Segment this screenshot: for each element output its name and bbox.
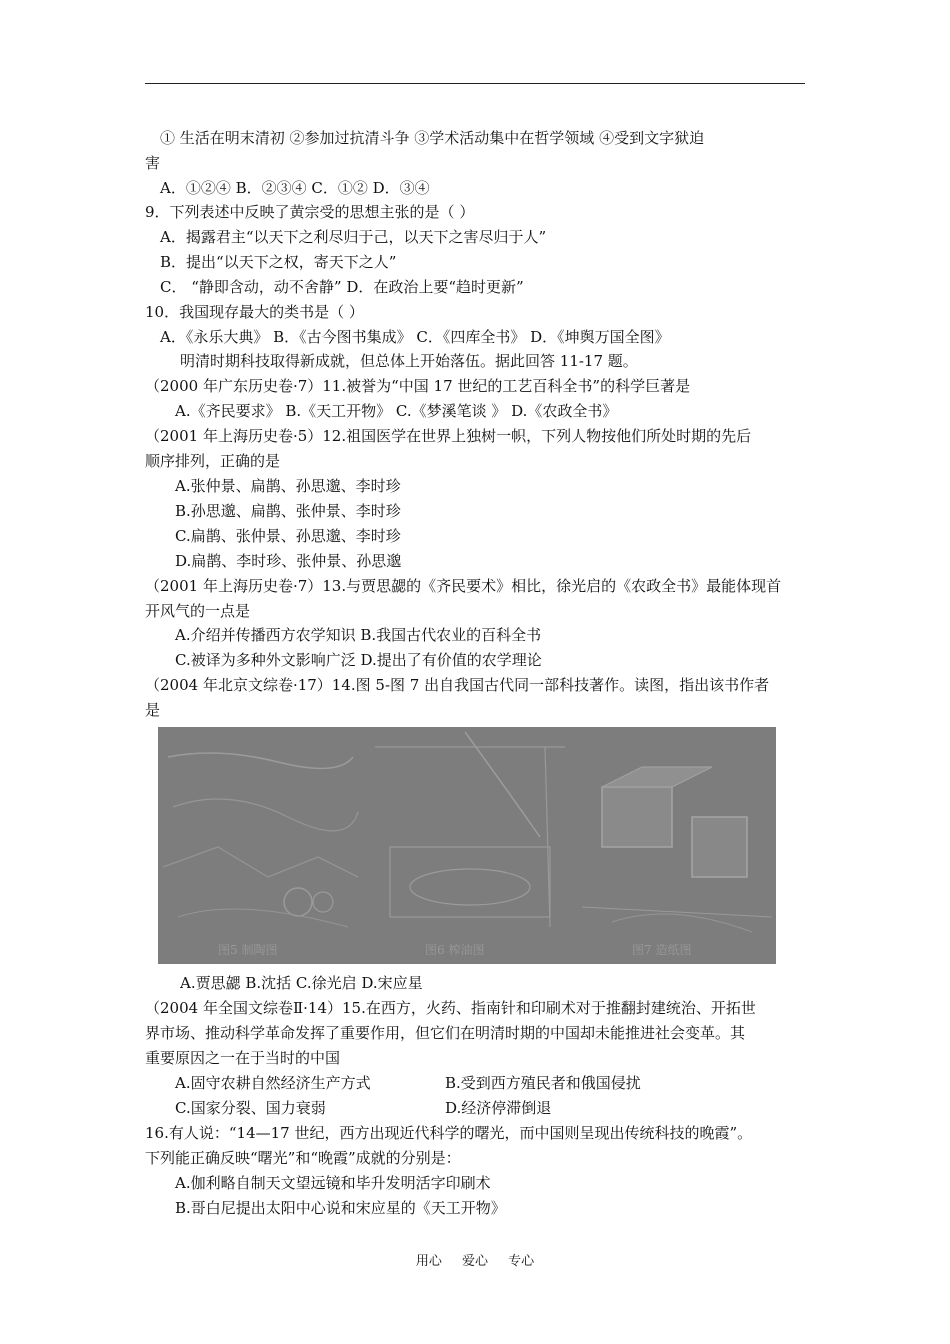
q12-option-c: C.扁鹊、张仲景、孙思邈、李时珍 <box>175 527 401 545</box>
q14-figure <box>158 727 776 964</box>
section-intro: 明清时期科技取得新成就，但总体上开始落伍。据此回答 11-17 题。 <box>180 352 638 370</box>
q12-stem-1: （2001 年上海历史卷·5）12.祖国医学在世界上独树一帜，下列人物按他们所处时期的先后 <box>145 427 752 445</box>
q8-options: A．①②④ B．②③④ C．①② D．③④ <box>160 179 430 197</box>
footer-word-1: 用心 <box>415 1254 442 1269</box>
q13-option-cd: C.被译为多种外文影响广泛 D.提出了有价值的农学理论 <box>175 651 542 669</box>
q16-stem-2: 下列能正确反映“曙光”和“晚霞”成就的分别是： <box>145 1149 461 1167</box>
q9-stem: 9．下列表述中反映了黄宗受的思想主张的是（ ） <box>145 203 475 221</box>
figure-7-illustration <box>572 727 776 964</box>
page-footer <box>0 1250 950 1269</box>
footer-word-3: 专心 <box>508 1254 535 1269</box>
q8-line1: ① 生活在明末清初 ②参加过抗清斗争 ③学术活动集中在哲学领域 ④受到文字狱迫 <box>160 129 705 147</box>
q10-stem: 10．我国现存最大的类书是（ ） <box>145 303 364 321</box>
q12-option-a: A.张仲景、扁鹊、孙思邈、李时珍 <box>175 477 401 495</box>
q15-option-a: A.固守农耕自然经济生产方式 <box>175 1074 371 1092</box>
q16-stem-1: 16.有人说：“14—17 世纪，西方出现近代科学的曙光，而中国则呈现出传统科技的晚霞”。 <box>145 1124 753 1142</box>
q14-stem-2: 是 <box>145 701 161 719</box>
figure-5-panel <box>158 727 363 964</box>
figure-5-caption: 图5 制陶图 <box>218 943 278 957</box>
q10-options: A．《永乐大典》 B．《古今图书集成》 C．《四库全书》 D．《坤舆万国全图》 <box>160 328 670 346</box>
q13-stem-2: 开风气的一点是 <box>145 602 251 620</box>
footer-word-2: 爱心 <box>461 1254 488 1269</box>
figure-6-illustration <box>365 727 570 964</box>
figure-5-illustration <box>158 727 363 964</box>
q16-option-b: B.哥白尼提出太阳中心说和宋应星的《天工开物》 <box>175 1199 506 1217</box>
q12-option-d: D.扁鹊、李时珍、张仲景、孙思邈 <box>175 552 402 570</box>
q15-option-b: B.受到西方殖民者和俄国侵扰 <box>445 1074 641 1092</box>
q13-option-ab: A.介绍并传播西方农学知识 B.我国古代农业的百科全书 <box>175 626 542 644</box>
q15-stem-2: 界市场、推动科学革命发挥了重要作用，但它们在明清时期的中国却未能推进社会变革。其 <box>145 1024 746 1042</box>
q16-option-a: A.伽利略自制天文望远镜和毕升发明活字印刷术 <box>175 1174 491 1192</box>
q9-option-cd: C． “静即含动，动不舍静” D．在政治上要“趋时更新” <box>160 278 524 296</box>
figure-7-caption: 图7 造纸图 <box>632 943 692 957</box>
q15-stem-1: （2004 年全国文综卷Ⅱ·14）15.在西方，火药、指南针和印刷术对于推翻封建统治、开拓世 <box>145 999 756 1017</box>
q8-line2: 害 <box>145 154 161 172</box>
q11-stem: （2000 年广东历史卷·7）11.被誉为“中国 17 世纪的工艺百科全书”的科学巨著是 <box>145 377 691 395</box>
q11-options: A.《齐民要求》 B.《天工开物》 C.《梦溪笔谈 》 D.《农政全书》 <box>175 402 618 420</box>
q9-option-a: A．揭露君主“以天下之利尽归于己，以天下之害尽归于人” <box>160 228 547 246</box>
q9-option-b: B．提出“以天下之权，寄天下之人” <box>160 253 397 271</box>
q12-stem-2: 顺序排列，正确的是 <box>145 452 281 470</box>
q15-stem-3: 重要原因之一在于当时的中国 <box>145 1049 341 1067</box>
q13-stem-1: （2001 年上海历史卷·7）13.与贾思勰的《齐民要术》相比，徐光启的《农政全书》最能体现首 <box>145 577 782 595</box>
q15-option-c: C.国家分裂、国力衰弱 <box>175 1099 326 1117</box>
figure-6-panel <box>365 727 570 964</box>
q15-option-d: D.经济停滞倒退 <box>445 1099 552 1117</box>
q14-stem-1: （2004 年北京文综卷·17）14.图 5-图 7 出自我国古代同一部科技著作。读图，指出该书作者 <box>145 676 770 694</box>
q14-options: A.贾思勰 B.沈括 C.徐光启 D.宋应星 <box>180 974 423 992</box>
figure-7-panel <box>572 727 776 964</box>
figure-6-caption: 图6 榨油图 <box>425 943 485 957</box>
header-rule <box>145 83 805 84</box>
q12-option-b: B.孙思邈、扁鹊、张仲景、李时珍 <box>175 502 401 520</box>
